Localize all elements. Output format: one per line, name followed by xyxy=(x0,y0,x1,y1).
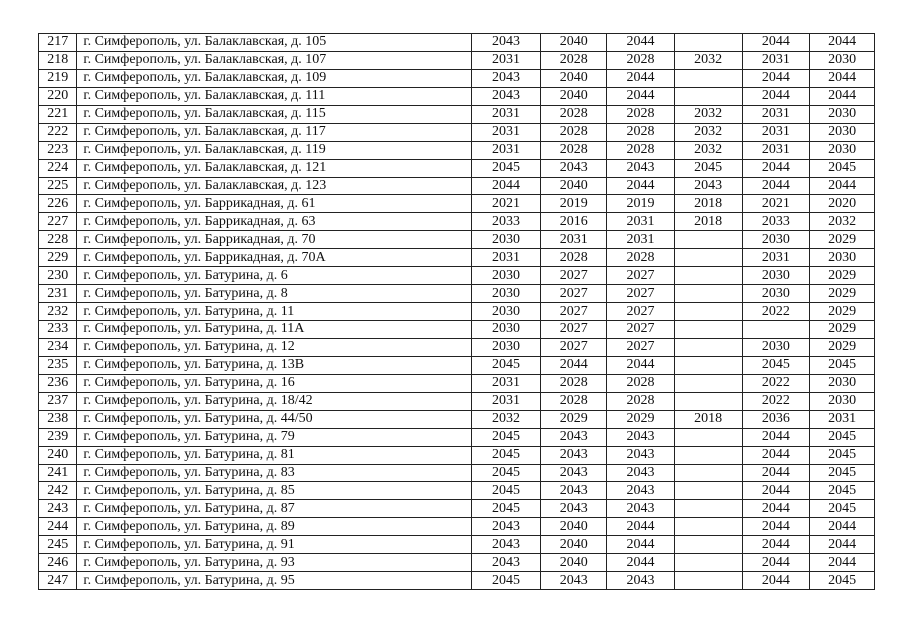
year-cell-2: 2028 xyxy=(541,392,607,410)
year-cell-3: 2031 xyxy=(607,231,675,249)
address-cell: г. Симферополь, ул. Балаклавская, д. 109 xyxy=(77,69,471,87)
row-number: 223 xyxy=(39,141,77,159)
table-row xyxy=(39,69,875,87)
row-number: 243 xyxy=(39,500,77,518)
year-cell-6: 2020 xyxy=(810,195,875,213)
year-cell-2: 2040 xyxy=(541,69,607,87)
table-row xyxy=(39,536,875,554)
year-cell-3: 2043 xyxy=(607,446,675,464)
year-cell-2: 2040 xyxy=(541,536,607,554)
year-cell-3: 2027 xyxy=(607,285,675,303)
year-cell-2: 2028 xyxy=(541,374,607,392)
year-cell-3: 2028 xyxy=(607,123,675,141)
row-number: 225 xyxy=(39,177,77,195)
year-cell-1: 2030 xyxy=(471,231,541,249)
year-cell-6: 2030 xyxy=(810,105,875,123)
table-row xyxy=(39,87,875,105)
year-cell-5: 2022 xyxy=(742,374,810,392)
year-cell-1: 2030 xyxy=(471,338,541,356)
year-cell-4 xyxy=(674,554,742,572)
address-cell: г. Симферополь, ул. Балаклавская, д. 123 xyxy=(77,177,471,195)
row-number: 242 xyxy=(39,482,77,500)
year-cell-4 xyxy=(674,536,742,554)
year-cell-2: 2027 xyxy=(541,267,607,285)
address-cell: г. Симферополь, ул. Балаклавская, д. 121 xyxy=(77,159,471,177)
year-cell-2: 2040 xyxy=(541,34,607,52)
year-cell-5: 2033 xyxy=(742,213,810,231)
year-cell-5: 2022 xyxy=(742,303,810,321)
row-number: 217 xyxy=(39,34,77,52)
year-cell-1: 2031 xyxy=(471,249,541,267)
year-cell-2: 2027 xyxy=(541,285,607,303)
address-cell: г. Симферополь, ул. Баррикадная, д. 70А xyxy=(77,249,471,267)
year-cell-1: 2045 xyxy=(471,572,541,590)
year-cell-6: 2032 xyxy=(810,213,875,231)
year-cell-5: 2022 xyxy=(742,392,810,410)
year-cell-2: 2028 xyxy=(541,123,607,141)
address-cell: г. Симферополь, ул. Балаклавская, д. 119 xyxy=(77,141,471,159)
table-row xyxy=(39,392,875,410)
year-cell-4 xyxy=(674,321,742,339)
row-number: 231 xyxy=(39,285,77,303)
row-number: 234 xyxy=(39,338,77,356)
year-cell-3: 2043 xyxy=(607,482,675,500)
address-cell: г. Симферополь, ул. Балаклавская, д. 105 xyxy=(77,34,471,52)
year-cell-3: 2027 xyxy=(607,338,675,356)
year-cell-2: 2043 xyxy=(541,159,607,177)
year-cell-3: 2044 xyxy=(607,536,675,554)
address-cell: г. Симферополь, ул. Батурина, д. 93 xyxy=(77,554,471,572)
year-cell-6: 2044 xyxy=(810,87,875,105)
year-cell-4: 2045 xyxy=(674,159,742,177)
table-row xyxy=(39,177,875,195)
year-cell-6: 2044 xyxy=(810,554,875,572)
year-cell-3: 2027 xyxy=(607,267,675,285)
year-cell-3: 2031 xyxy=(607,213,675,231)
year-cell-6: 2030 xyxy=(810,392,875,410)
table-row xyxy=(39,428,875,446)
year-cell-3: 2027 xyxy=(607,321,675,339)
address-cell: г. Симферополь, ул. Батурина, д. 44/50 xyxy=(77,410,471,428)
year-cell-5: 2044 xyxy=(742,500,810,518)
year-cell-1: 2045 xyxy=(471,500,541,518)
year-cell-6: 2031 xyxy=(810,410,875,428)
address-cell: г. Симферополь, ул. Батурина, д. 6 xyxy=(77,267,471,285)
row-number: 238 xyxy=(39,410,77,428)
year-cell-3: 2044 xyxy=(607,34,675,52)
address-cell: г. Симферополь, ул. Батурина, д. 16 xyxy=(77,374,471,392)
year-cell-1: 2031 xyxy=(471,105,541,123)
year-cell-2: 2040 xyxy=(541,518,607,536)
year-cell-1: 2030 xyxy=(471,285,541,303)
address-cell: г. Симферополь, ул. Батурина, д. 85 xyxy=(77,482,471,500)
table-body xyxy=(39,34,875,590)
year-cell-1: 2030 xyxy=(471,303,541,321)
year-cell-3: 2043 xyxy=(607,159,675,177)
year-cell-4 xyxy=(674,518,742,536)
year-cell-4 xyxy=(674,464,742,482)
address-cell: г. Симферополь, ул. Батурина, д. 83 xyxy=(77,464,471,482)
year-cell-6: 2044 xyxy=(810,69,875,87)
row-number: 235 xyxy=(39,356,77,374)
row-number: 240 xyxy=(39,446,77,464)
row-number: 247 xyxy=(39,572,77,590)
year-cell-4 xyxy=(674,285,742,303)
year-cell-6: 2045 xyxy=(810,159,875,177)
year-cell-6: 2045 xyxy=(810,356,875,374)
year-cell-6: 2030 xyxy=(810,123,875,141)
year-cell-2: 2028 xyxy=(541,249,607,267)
year-cell-6: 2030 xyxy=(810,249,875,267)
year-cell-2: 2016 xyxy=(541,213,607,231)
year-cell-5: 2044 xyxy=(742,34,810,52)
year-cell-6: 2044 xyxy=(810,536,875,554)
year-cell-4 xyxy=(674,338,742,356)
address-cell: г. Симферополь, ул. Батурина, д. 81 xyxy=(77,446,471,464)
table-row xyxy=(39,285,875,303)
year-cell-5: 2031 xyxy=(742,123,810,141)
table-row xyxy=(39,410,875,428)
year-cell-5: 2044 xyxy=(742,177,810,195)
year-cell-4 xyxy=(674,356,742,374)
address-cell: г. Симферополь, ул. Балаклавская, д. 115 xyxy=(77,105,471,123)
year-cell-2: 2043 xyxy=(541,428,607,446)
year-cell-1: 2045 xyxy=(471,446,541,464)
year-cell-2: 2043 xyxy=(541,482,607,500)
row-number: 236 xyxy=(39,374,77,392)
table-row xyxy=(39,482,875,500)
year-cell-5 xyxy=(742,321,810,339)
year-cell-2: 2019 xyxy=(541,195,607,213)
year-cell-2: 2027 xyxy=(541,338,607,356)
row-number: 246 xyxy=(39,554,77,572)
address-cell: г. Симферополь, ул. Батурина, д. 18/42 xyxy=(77,392,471,410)
address-cell: г. Симферополь, ул. Батурина, д. 89 xyxy=(77,518,471,536)
year-cell-3: 2044 xyxy=(607,69,675,87)
year-cell-4 xyxy=(674,69,742,87)
year-cell-2: 2043 xyxy=(541,446,607,464)
table-row xyxy=(39,105,875,123)
year-cell-4 xyxy=(674,374,742,392)
year-cell-4: 2032 xyxy=(674,105,742,123)
address-cell: г. Симферополь, ул. Батурина, д. 87 xyxy=(77,500,471,518)
year-cell-1: 2045 xyxy=(471,428,541,446)
year-cell-6: 2029 xyxy=(810,338,875,356)
year-cell-1: 2044 xyxy=(471,177,541,195)
year-cell-5: 2044 xyxy=(742,87,810,105)
year-cell-1: 2031 xyxy=(471,123,541,141)
year-cell-2: 2031 xyxy=(541,231,607,249)
table-row xyxy=(39,51,875,69)
year-cell-6: 2045 xyxy=(810,446,875,464)
year-cell-6: 2045 xyxy=(810,482,875,500)
table-row xyxy=(39,123,875,141)
year-cell-4 xyxy=(674,303,742,321)
year-cell-6: 2045 xyxy=(810,572,875,590)
address-cell: г. Симферополь, ул. Балаклавская, д. 111 xyxy=(77,87,471,105)
year-cell-4 xyxy=(674,392,742,410)
year-cell-2: 2027 xyxy=(541,303,607,321)
year-cell-4 xyxy=(674,428,742,446)
year-cell-2: 2027 xyxy=(541,321,607,339)
year-cell-6: 2030 xyxy=(810,51,875,69)
table-row xyxy=(39,572,875,590)
document-page xyxy=(38,33,875,590)
address-cell: г. Симферополь, ул. Балаклавская, д. 117 xyxy=(77,123,471,141)
table-row xyxy=(39,518,875,536)
year-cell-3: 2043 xyxy=(607,572,675,590)
year-cell-2: 2029 xyxy=(541,410,607,428)
table-row xyxy=(39,195,875,213)
year-cell-5: 2044 xyxy=(742,536,810,554)
year-cell-6: 2044 xyxy=(810,34,875,52)
year-cell-2: 2028 xyxy=(541,141,607,159)
year-cell-3: 2043 xyxy=(607,464,675,482)
row-number: 239 xyxy=(39,428,77,446)
year-cell-1: 2031 xyxy=(471,141,541,159)
year-cell-1: 2031 xyxy=(471,51,541,69)
year-cell-5: 2031 xyxy=(742,105,810,123)
year-cell-2: 2028 xyxy=(541,51,607,69)
address-cell: г. Симферополь, ул. Батурина, д. 12 xyxy=(77,338,471,356)
year-cell-1: 2043 xyxy=(471,518,541,536)
year-cell-2: 2043 xyxy=(541,464,607,482)
year-cell-5: 2044 xyxy=(742,159,810,177)
table-row xyxy=(39,231,875,249)
year-cell-5: 2030 xyxy=(742,338,810,356)
address-cell: г. Симферополь, ул. Батурина, д. 79 xyxy=(77,428,471,446)
year-cell-5: 2044 xyxy=(742,482,810,500)
year-cell-4: 2018 xyxy=(674,410,742,428)
table-row xyxy=(39,321,875,339)
year-cell-3: 2028 xyxy=(607,249,675,267)
year-cell-3: 2028 xyxy=(607,141,675,159)
year-cell-5: 2044 xyxy=(742,69,810,87)
table-row xyxy=(39,500,875,518)
year-cell-1: 2043 xyxy=(471,69,541,87)
housing-table xyxy=(38,33,875,590)
year-cell-3: 2044 xyxy=(607,554,675,572)
year-cell-5: 2044 xyxy=(742,572,810,590)
year-cell-6: 2030 xyxy=(810,374,875,392)
year-cell-3: 2028 xyxy=(607,105,675,123)
year-cell-5: 2030 xyxy=(742,231,810,249)
year-cell-4 xyxy=(674,34,742,52)
year-cell-1: 2031 xyxy=(471,374,541,392)
year-cell-4 xyxy=(674,482,742,500)
year-cell-3: 2028 xyxy=(607,374,675,392)
address-cell: г. Симферополь, ул. Батурина, д. 11А xyxy=(77,321,471,339)
year-cell-6: 2044 xyxy=(810,177,875,195)
year-cell-1: 2031 xyxy=(471,392,541,410)
year-cell-3: 2019 xyxy=(607,195,675,213)
year-cell-3: 2027 xyxy=(607,303,675,321)
table-row xyxy=(39,554,875,572)
year-cell-6: 2029 xyxy=(810,303,875,321)
year-cell-4 xyxy=(674,231,742,249)
year-cell-2: 2040 xyxy=(541,87,607,105)
address-cell: г. Симферополь, ул. Баррикадная, д. 63 xyxy=(77,213,471,231)
table-row xyxy=(39,303,875,321)
year-cell-1: 2043 xyxy=(471,536,541,554)
row-number: 218 xyxy=(39,51,77,69)
year-cell-2: 2028 xyxy=(541,105,607,123)
year-cell-2: 2040 xyxy=(541,177,607,195)
year-cell-6: 2030 xyxy=(810,141,875,159)
row-number: 229 xyxy=(39,249,77,267)
year-cell-3: 2044 xyxy=(607,356,675,374)
table-row xyxy=(39,159,875,177)
row-number: 228 xyxy=(39,231,77,249)
year-cell-5: 2036 xyxy=(742,410,810,428)
year-cell-1: 2030 xyxy=(471,267,541,285)
row-number: 237 xyxy=(39,392,77,410)
address-cell: г. Симферополь, ул. Батурина, д. 91 xyxy=(77,536,471,554)
table-row xyxy=(39,374,875,392)
year-cell-4 xyxy=(674,500,742,518)
year-cell-2: 2043 xyxy=(541,572,607,590)
year-cell-1: 2045 xyxy=(471,356,541,374)
row-number: 221 xyxy=(39,105,77,123)
year-cell-5: 2031 xyxy=(742,141,810,159)
year-cell-5: 2031 xyxy=(742,249,810,267)
table-row xyxy=(39,464,875,482)
year-cell-1: 2043 xyxy=(471,554,541,572)
year-cell-4 xyxy=(674,572,742,590)
year-cell-5: 2044 xyxy=(742,464,810,482)
row-number: 232 xyxy=(39,303,77,321)
row-number: 230 xyxy=(39,267,77,285)
year-cell-3: 2044 xyxy=(607,177,675,195)
table-row xyxy=(39,213,875,231)
year-cell-5: 2044 xyxy=(742,446,810,464)
address-cell: г. Симферополь, ул. Баррикадная, д. 61 xyxy=(77,195,471,213)
year-cell-4 xyxy=(674,446,742,464)
year-cell-2: 2040 xyxy=(541,554,607,572)
year-cell-1: 2033 xyxy=(471,213,541,231)
year-cell-3: 2044 xyxy=(607,518,675,536)
year-cell-1: 2032 xyxy=(471,410,541,428)
year-cell-4: 2043 xyxy=(674,177,742,195)
row-number: 224 xyxy=(39,159,77,177)
year-cell-4 xyxy=(674,249,742,267)
row-number: 241 xyxy=(39,464,77,482)
year-cell-3: 2043 xyxy=(607,428,675,446)
table-row xyxy=(39,446,875,464)
year-cell-6: 2045 xyxy=(810,428,875,446)
address-cell: г. Симферополь, ул. Батурина, д. 13В xyxy=(77,356,471,374)
year-cell-1: 2045 xyxy=(471,482,541,500)
year-cell-6: 2029 xyxy=(810,231,875,249)
year-cell-5: 2045 xyxy=(742,356,810,374)
year-cell-6: 2029 xyxy=(810,285,875,303)
year-cell-6: 2044 xyxy=(810,518,875,536)
year-cell-5: 2044 xyxy=(742,428,810,446)
year-cell-6: 2045 xyxy=(810,500,875,518)
address-cell: г. Симферополь, ул. Батурина, д. 95 xyxy=(77,572,471,590)
address-cell: г. Симферополь, ул. Баррикадная, д. 70 xyxy=(77,231,471,249)
year-cell-1: 2043 xyxy=(471,87,541,105)
year-cell-5: 2031 xyxy=(742,51,810,69)
year-cell-5: 2030 xyxy=(742,267,810,285)
year-cell-1: 2021 xyxy=(471,195,541,213)
year-cell-4: 2032 xyxy=(674,123,742,141)
year-cell-3: 2028 xyxy=(607,51,675,69)
year-cell-4 xyxy=(674,267,742,285)
year-cell-2: 2044 xyxy=(541,356,607,374)
year-cell-3: 2044 xyxy=(607,87,675,105)
year-cell-4: 2032 xyxy=(674,141,742,159)
table-row xyxy=(39,249,875,267)
table-row xyxy=(39,338,875,356)
year-cell-3: 2028 xyxy=(607,392,675,410)
year-cell-6: 2045 xyxy=(810,464,875,482)
year-cell-5: 2021 xyxy=(742,195,810,213)
row-number: 222 xyxy=(39,123,77,141)
row-number: 245 xyxy=(39,536,77,554)
year-cell-6: 2029 xyxy=(810,267,875,285)
year-cell-4: 2032 xyxy=(674,51,742,69)
year-cell-1: 2030 xyxy=(471,321,541,339)
year-cell-3: 2029 xyxy=(607,410,675,428)
year-cell-5: 2044 xyxy=(742,518,810,536)
table-row xyxy=(39,267,875,285)
row-number: 226 xyxy=(39,195,77,213)
table-row xyxy=(39,34,875,52)
year-cell-3: 2043 xyxy=(607,500,675,518)
year-cell-4: 2018 xyxy=(674,213,742,231)
year-cell-5: 2044 xyxy=(742,554,810,572)
row-number: 227 xyxy=(39,213,77,231)
row-number: 233 xyxy=(39,321,77,339)
year-cell-4 xyxy=(674,87,742,105)
year-cell-5: 2030 xyxy=(742,285,810,303)
row-number: 220 xyxy=(39,87,77,105)
year-cell-1: 2045 xyxy=(471,159,541,177)
row-number: 219 xyxy=(39,69,77,87)
year-cell-4: 2018 xyxy=(674,195,742,213)
year-cell-1: 2045 xyxy=(471,464,541,482)
address-cell: г. Симферополь, ул. Батурина, д. 8 xyxy=(77,285,471,303)
address-cell: г. Симферополь, ул. Батурина, д. 11 xyxy=(77,303,471,321)
table-row xyxy=(39,356,875,374)
table-row xyxy=(39,141,875,159)
year-cell-6: 2029 xyxy=(810,321,875,339)
year-cell-1: 2043 xyxy=(471,34,541,52)
address-cell: г. Симферополь, ул. Балаклавская, д. 107 xyxy=(77,51,471,69)
row-number: 244 xyxy=(39,518,77,536)
year-cell-2: 2043 xyxy=(541,500,607,518)
